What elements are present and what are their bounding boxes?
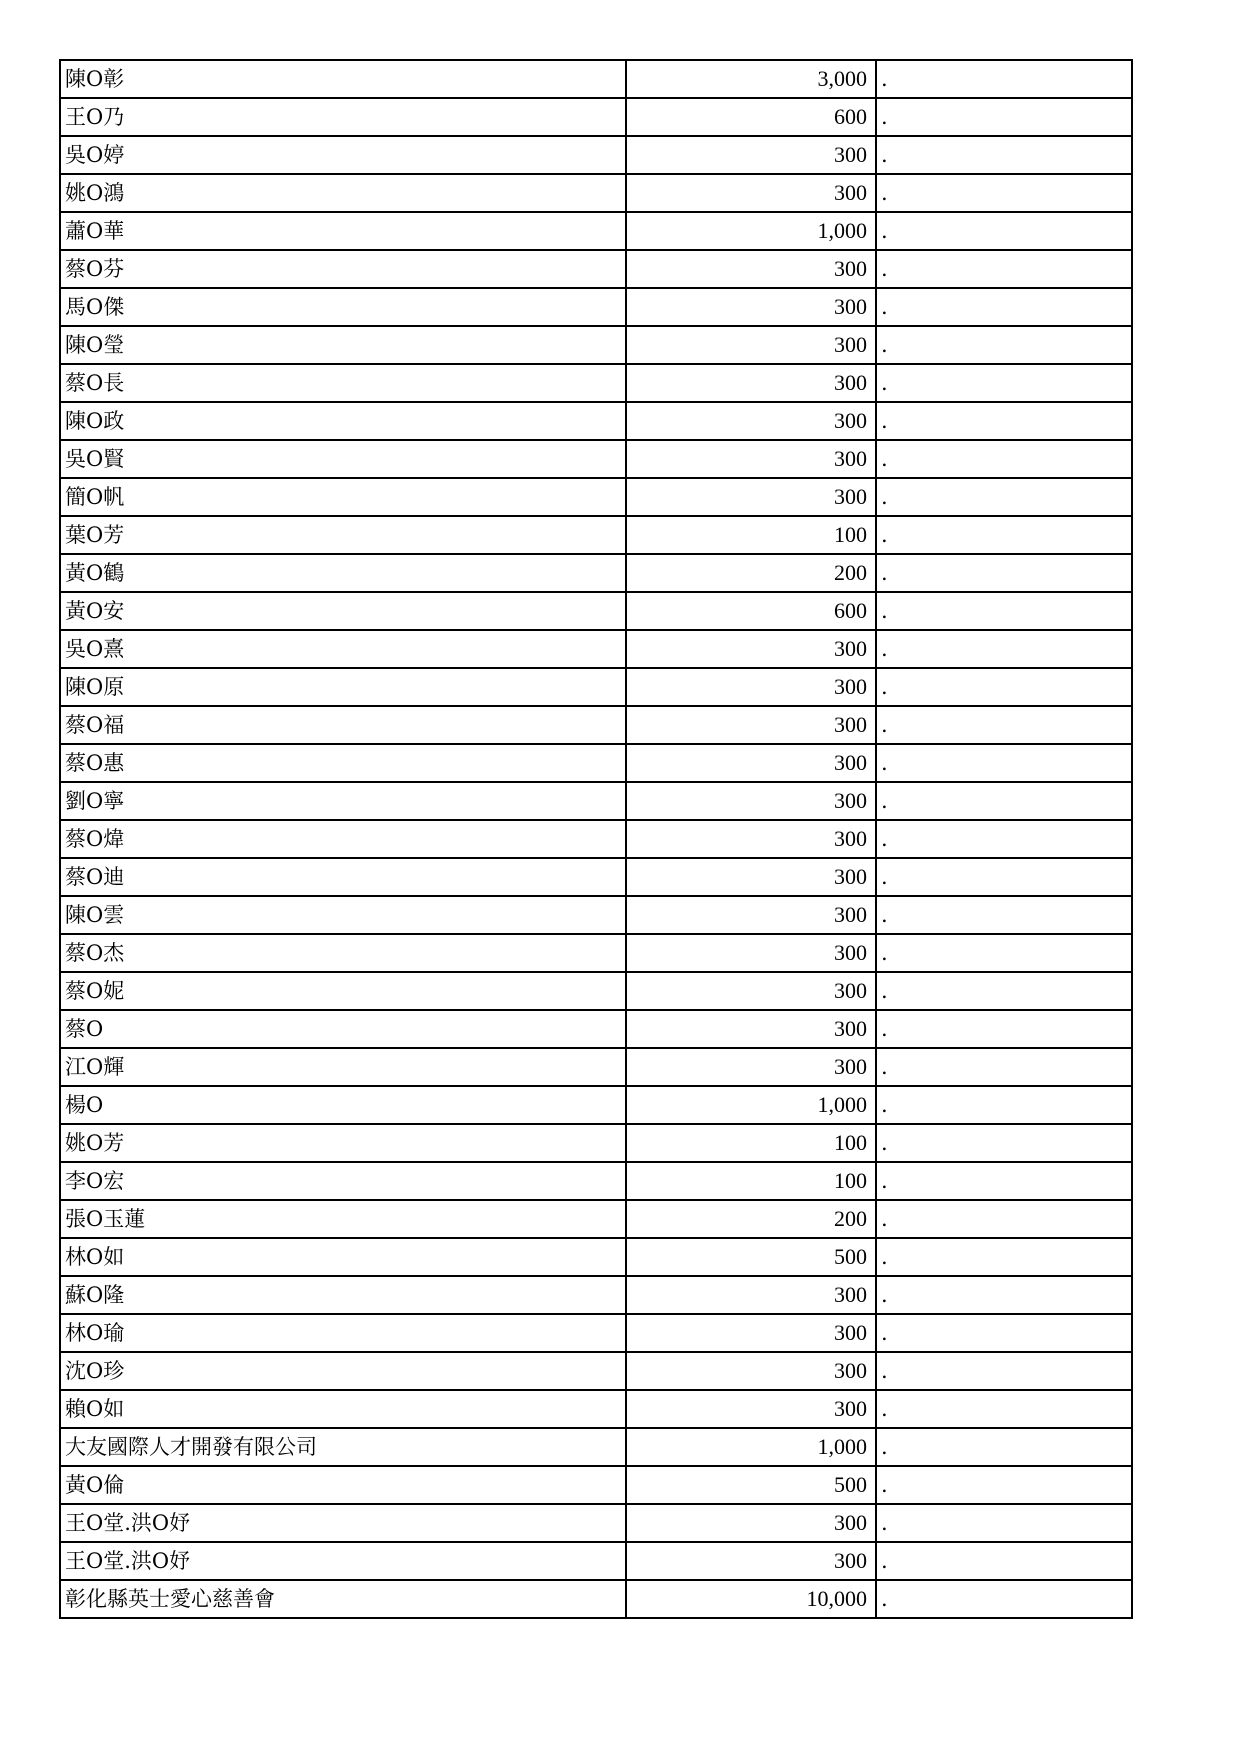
donation-amount-cell: 300 xyxy=(626,250,876,288)
table-row xyxy=(60,136,1132,174)
donor-name-cell: 江O輝 xyxy=(60,1048,626,1086)
note-cell: . xyxy=(876,1010,1132,1048)
table-row xyxy=(60,364,1132,402)
note-cell: . xyxy=(876,326,1132,364)
note-cell: . xyxy=(876,782,1132,820)
donation-amount-cell: 300 xyxy=(626,668,876,706)
donation-amount-cell: 300 xyxy=(626,1542,876,1580)
note-cell: . xyxy=(876,1542,1132,1580)
donation-amount-cell: 500 xyxy=(626,1466,876,1504)
table-row xyxy=(60,782,1132,820)
donor-name-cell: 馬O傑 xyxy=(60,288,626,326)
donation-amount-cell: 300 xyxy=(626,782,876,820)
donation-amount-cell: 300 xyxy=(626,1048,876,1086)
donation-amount-cell: 100 xyxy=(626,516,876,554)
donation-amount-cell: 300 xyxy=(626,630,876,668)
donor-name-cell: 王O堂.洪O妤 xyxy=(60,1504,626,1542)
donor-name-cell: 林O瑜 xyxy=(60,1314,626,1352)
note-cell: . xyxy=(876,592,1132,630)
donation-rows xyxy=(60,60,1132,1618)
donation-amount-cell: 200 xyxy=(626,554,876,592)
donation-amount-cell: 200 xyxy=(626,1200,876,1238)
note-cell: . xyxy=(876,1580,1132,1618)
table-row xyxy=(60,98,1132,136)
note-cell: . xyxy=(876,98,1132,136)
donor-name-cell: 賴O如 xyxy=(60,1390,626,1428)
note-cell: . xyxy=(876,60,1132,98)
donor-name-cell: 蔡O長 xyxy=(60,364,626,402)
table-row xyxy=(60,402,1132,440)
table-row xyxy=(60,554,1132,592)
table-row xyxy=(60,1048,1132,1086)
table-row xyxy=(60,630,1132,668)
table-row xyxy=(60,1504,1132,1542)
donor-name-cell: 彰化縣英士愛心慈善會 xyxy=(60,1580,626,1618)
note-cell: . xyxy=(876,706,1132,744)
donor-name-cell: 蔡O妮 xyxy=(60,972,626,1010)
table-row xyxy=(60,972,1132,1010)
donation-amount-cell: 100 xyxy=(626,1162,876,1200)
donation-amount-cell: 300 xyxy=(626,896,876,934)
table-row xyxy=(60,934,1132,972)
donation-amount-cell: 300 xyxy=(626,326,876,364)
table-row xyxy=(60,1580,1132,1618)
note-cell: . xyxy=(876,972,1132,1010)
note-cell: . xyxy=(876,858,1132,896)
note-cell: . xyxy=(876,478,1132,516)
donation-amount-cell: 300 xyxy=(626,1390,876,1428)
table-row xyxy=(60,1238,1132,1276)
note-cell: . xyxy=(876,1238,1132,1276)
note-cell: . xyxy=(876,1428,1132,1466)
table-row xyxy=(60,744,1132,782)
note-cell: . xyxy=(876,136,1132,174)
table-row xyxy=(60,174,1132,212)
donor-name-cell: 葉O芳 xyxy=(60,516,626,554)
donor-name-cell: 蔡O杰 xyxy=(60,934,626,972)
donor-name-cell: 蔡O迪 xyxy=(60,858,626,896)
donor-name-cell: 沈O珍 xyxy=(60,1352,626,1390)
note-cell: . xyxy=(876,896,1132,934)
table-row xyxy=(60,1390,1132,1428)
note-cell: . xyxy=(876,744,1132,782)
donor-name-cell: 吳O婷 xyxy=(60,136,626,174)
donation-amount-cell: 1,000 xyxy=(626,212,876,250)
donation-amount-cell: 600 xyxy=(626,98,876,136)
donation-amount-cell: 300 xyxy=(626,706,876,744)
table-row xyxy=(60,1124,1132,1162)
table-row xyxy=(60,592,1132,630)
donation-amount-cell: 10,000 xyxy=(626,1580,876,1618)
donor-name-cell: 蔡O煒 xyxy=(60,820,626,858)
note-cell: . xyxy=(876,402,1132,440)
donation-amount-cell: 300 xyxy=(626,858,876,896)
donor-name-cell: 姚O芳 xyxy=(60,1124,626,1162)
note-cell: . xyxy=(876,1352,1132,1390)
donor-name-cell: 張O玉蓮 xyxy=(60,1200,626,1238)
donation-amount-cell: 500 xyxy=(626,1238,876,1276)
donor-name-cell: 簡O帆 xyxy=(60,478,626,516)
table-row xyxy=(60,250,1132,288)
donation-table xyxy=(59,59,1133,1619)
donor-name-cell: 陳O雲 xyxy=(60,896,626,934)
donation-amount-cell: 300 xyxy=(626,288,876,326)
donor-name-cell: 王O乃 xyxy=(60,98,626,136)
table-row xyxy=(60,820,1132,858)
donation-amount-cell: 300 xyxy=(626,934,876,972)
donor-name-cell: 陳O原 xyxy=(60,668,626,706)
donation-amount-cell: 300 xyxy=(626,136,876,174)
table-row xyxy=(60,212,1132,250)
note-cell: . xyxy=(876,516,1132,554)
note-cell: . xyxy=(876,1048,1132,1086)
donor-name-cell: 蕭O華 xyxy=(60,212,626,250)
table-row xyxy=(60,1542,1132,1580)
note-cell: . xyxy=(876,1466,1132,1504)
donor-name-cell: 黃O安 xyxy=(60,592,626,630)
table-row xyxy=(60,706,1132,744)
donation-amount-cell: 300 xyxy=(626,972,876,1010)
donor-name-cell: 蘇O隆 xyxy=(60,1276,626,1314)
donation-amount-cell: 300 xyxy=(626,402,876,440)
donor-name-cell: 劉O寧 xyxy=(60,782,626,820)
donation-amount-cell: 300 xyxy=(626,1314,876,1352)
table-row xyxy=(60,478,1132,516)
donor-name-cell: 王O堂.洪O妤 xyxy=(60,1542,626,1580)
donation-amount-cell: 300 xyxy=(626,1352,876,1390)
donor-name-cell: 蔡O芬 xyxy=(60,250,626,288)
donor-name-cell: 蔡O福 xyxy=(60,706,626,744)
note-cell: . xyxy=(876,1504,1132,1542)
donor-name-cell: 蔡O惠 xyxy=(60,744,626,782)
table-row xyxy=(60,858,1132,896)
donation-amount-cell: 300 xyxy=(626,478,876,516)
table-row xyxy=(60,440,1132,478)
note-cell: . xyxy=(876,1086,1132,1124)
table-row xyxy=(60,896,1132,934)
donor-name-cell: 蔡O xyxy=(60,1010,626,1048)
note-cell: . xyxy=(876,668,1132,706)
table-row xyxy=(60,516,1132,554)
donor-name-cell: 姚O鴻 xyxy=(60,174,626,212)
table-row xyxy=(60,60,1132,98)
donation-amount-cell: 300 xyxy=(626,1504,876,1542)
table-row xyxy=(60,1010,1132,1048)
note-cell: . xyxy=(876,630,1132,668)
donation-amount-cell: 300 xyxy=(626,820,876,858)
donation-amount-cell: 1,000 xyxy=(626,1086,876,1124)
donation-amount-cell: 300 xyxy=(626,1010,876,1048)
note-cell: . xyxy=(876,1124,1132,1162)
donor-name-cell: 楊O xyxy=(60,1086,626,1124)
table-row xyxy=(60,1200,1132,1238)
donation-amount-cell: 300 xyxy=(626,744,876,782)
table-row xyxy=(60,1314,1132,1352)
donation-amount-cell: 100 xyxy=(626,1124,876,1162)
donation-amount-cell: 300 xyxy=(626,364,876,402)
note-cell: . xyxy=(876,440,1132,478)
note-cell: . xyxy=(876,1200,1132,1238)
note-cell: . xyxy=(876,1276,1132,1314)
table-row xyxy=(60,668,1132,706)
note-cell: . xyxy=(876,1390,1132,1428)
note-cell: . xyxy=(876,1162,1132,1200)
table-row xyxy=(60,326,1132,364)
table-row xyxy=(60,1352,1132,1390)
table-row xyxy=(60,1086,1132,1124)
donation-amount-cell: 600 xyxy=(626,592,876,630)
note-cell: . xyxy=(876,288,1132,326)
table-row xyxy=(60,1466,1132,1504)
donation-amount-cell: 300 xyxy=(626,1276,876,1314)
donor-name-cell: 大友國際人才開發有限公司 xyxy=(60,1428,626,1466)
table-row xyxy=(60,1162,1132,1200)
note-cell: . xyxy=(876,250,1132,288)
donor-name-cell: 黃O倫 xyxy=(60,1466,626,1504)
donor-name-cell: 黃O鶴 xyxy=(60,554,626,592)
table-row xyxy=(60,1276,1132,1314)
donor-name-cell: 陳O瑩 xyxy=(60,326,626,364)
note-cell: . xyxy=(876,820,1132,858)
note-cell: . xyxy=(876,364,1132,402)
donor-name-cell: 吳O賢 xyxy=(60,440,626,478)
donation-amount-cell: 1,000 xyxy=(626,1428,876,1466)
note-cell: . xyxy=(876,1314,1132,1352)
donor-name-cell: 吳O熹 xyxy=(60,630,626,668)
table-row xyxy=(60,288,1132,326)
note-cell: . xyxy=(876,934,1132,972)
donor-name-cell: 李O宏 xyxy=(60,1162,626,1200)
donation-amount-cell: 3,000 xyxy=(626,60,876,98)
donation-amount-cell: 300 xyxy=(626,440,876,478)
donor-name-cell: 陳O政 xyxy=(60,402,626,440)
note-cell: . xyxy=(876,174,1132,212)
donor-name-cell: 陳O彰 xyxy=(60,60,626,98)
note-cell: . xyxy=(876,212,1132,250)
donation-amount-cell: 300 xyxy=(626,174,876,212)
table-row xyxy=(60,1428,1132,1466)
donor-name-cell: 林O如 xyxy=(60,1238,626,1276)
note-cell: . xyxy=(876,554,1132,592)
